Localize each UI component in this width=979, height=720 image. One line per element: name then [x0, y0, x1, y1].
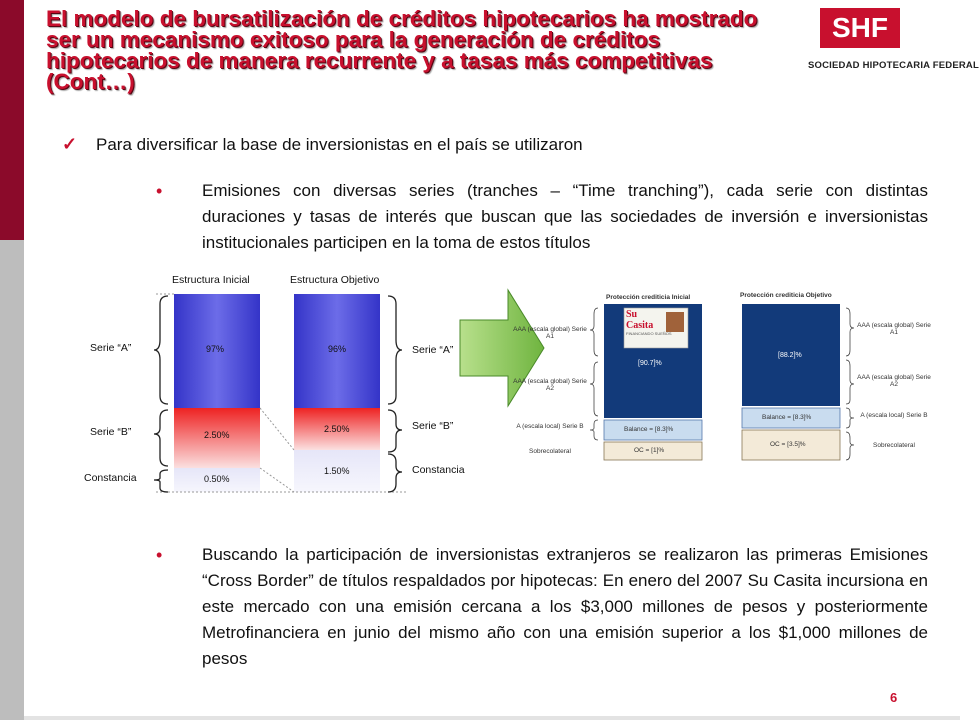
- intro-text: Para diversificar la base de inversionistas en el país se utilizaron: [96, 134, 583, 154]
- su-casita-line2: Casita: [626, 320, 654, 331]
- structure-diagram-svg: [76, 268, 936, 508]
- protection-inicial-oc-value: OC = [1]%: [634, 447, 665, 454]
- protection-objetivo-oc-value: OC = [3.5]%: [770, 441, 806, 448]
- bullet-item: [156, 542, 928, 672]
- bullet-icon: •: [156, 181, 163, 201]
- protection-objetivo-main-value: [88.2]%: [778, 352, 802, 359]
- value-objetivo-serie-a: 96%: [328, 344, 347, 354]
- protection-left-label-b: A (escala local) Serie B: [516, 423, 584, 430]
- value-objetivo-constancia: 1.50%: [324, 466, 350, 476]
- sidebar-accent-bottom: [0, 240, 24, 720]
- value-inicial-serie-a: 97%: [206, 344, 225, 354]
- col-objetivo-title: Estructura Objetivo: [290, 274, 380, 286]
- page-number: 6: [890, 690, 898, 705]
- bullet-text: Emisiones con diversas series (tranches – “Time tranching”), cada serie con distintas duraciones y tasas de interés que buscan que las sociedades de inversión e inversionistas institucionales participen en la toma de estos títulos: [202, 181, 928, 252]
- value-inicial-constancia: 0.50%: [204, 474, 230, 484]
- su-casita-logo: [626, 310, 686, 346]
- checkmark-icon: ✓: [62, 134, 78, 154]
- bullet-text: Buscando la participación de inversionistas extranjeros se realizaron las primeras Emisiones “Cross Border” de títulos respaldados por hipotecas: En enero del 2007 Su Casita incursiona en este mercado con una emisión cercana a los $3,000 millones de pesos y posteriormente Metrofinanciera en junio del mismo año con una emisión superior a los $1,000 millones de pesos: [202, 545, 928, 668]
- left-label-serie-a: Serie “A”: [90, 342, 132, 354]
- su-casita-line3: FINANCIANDO SUEÑOS: [626, 331, 672, 336]
- bullet-icon: •: [156, 545, 163, 565]
- intro-line: [62, 134, 922, 155]
- brace-right-serie-b: [388, 410, 402, 452]
- col-inicial-title: Estructura Inicial: [172, 274, 250, 286]
- sidebar-accent-top: [0, 0, 24, 240]
- right-label-constancia: Constancia: [412, 464, 465, 476]
- brace-left-serie-b: [154, 410, 168, 466]
- right-label-serie-a: Serie “A”: [412, 344, 454, 356]
- protection-right-label-b: A (escala local) Serie B: [860, 412, 928, 419]
- brace-right-constancia: [388, 454, 402, 492]
- value-objetivo-serie-b: 2.50%: [324, 424, 350, 434]
- right-label-serie-b: Serie “B”: [412, 420, 454, 432]
- protection-left-label-a2: AAA (escala global) Serie A2: [513, 378, 587, 392]
- left-label-constancia: Constancia: [84, 472, 137, 484]
- shf-logo-mark: SHF: [820, 8, 900, 48]
- protection-objetivo-title: Protección crediticia Objetivo: [740, 292, 832, 299]
- bullet-item: [156, 178, 928, 256]
- brace-right-serie-a: [388, 296, 402, 404]
- shf-logo: [808, 8, 979, 78]
- protection-right-label-sobrecolateral: Sobrecolateral: [873, 442, 915, 449]
- protection-left-label-a1: AAA (escala global) Serie A1: [513, 326, 587, 340]
- su-casita-line1: Su: [626, 309, 638, 320]
- shf-logo-subtitle: SOCIEDAD HIPOTECARIA FEDERAL: [808, 60, 979, 71]
- footer-divider: [24, 716, 960, 720]
- value-inicial-serie-b: 2.50%: [204, 430, 230, 440]
- protection-inicial-balance-value: Balance = [8.3]%: [624, 426, 674, 433]
- brace-left-serie-a: [154, 296, 168, 404]
- slide-title: El modelo de bursatilización de créditos hipotecarios ha mostrado ser un mecanismo exitoso para la generación de créditos hipotecarios de manera recurrente y a tasas más competitivas (Cont…): [46, 6, 758, 94]
- protection-right-label-a2: AAA (escala global) Serie A2: [857, 374, 931, 388]
- structure-diagram: [76, 268, 936, 508]
- protection-inicial-main-value: [90.7]%: [638, 360, 662, 367]
- protection-right-label-a1: AAA (escala global) Serie A1: [857, 322, 931, 336]
- left-label-serie-b: Serie “B”: [90, 426, 132, 438]
- protection-inicial-title: Protección crediticia Inicial: [606, 294, 691, 301]
- protection-objetivo-balance-value: Balance = [8.3]%: [762, 414, 812, 421]
- protection-left-label-sobrecolateral: Sobrecolateral: [529, 448, 571, 455]
- brace-left-constancia: [154, 470, 168, 492]
